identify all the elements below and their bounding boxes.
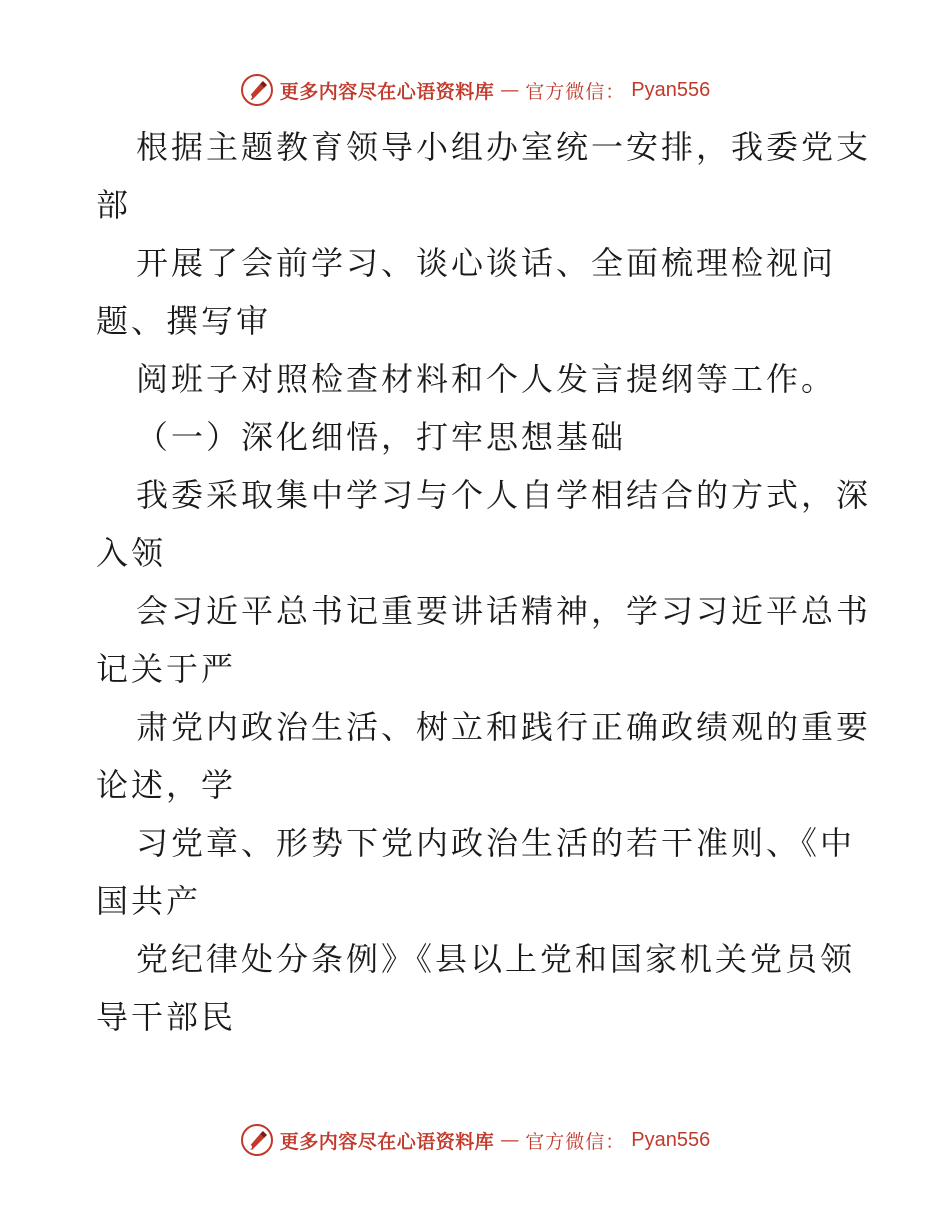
- watermark-dash: —: [500, 79, 520, 101]
- watermark-wechat-id: Pyan556: [631, 1128, 711, 1151]
- body-line: 国共产: [96, 882, 202, 920]
- body-line: 部: [96, 186, 132, 224]
- body-line: 开展了会前学习、谈心谈话、全面梳理检视问: [136, 244, 837, 282]
- body-line: 记关于严: [96, 650, 237, 688]
- body-line: 我委采取集中学习与个人自学相结合的方式，深: [136, 476, 872, 514]
- body-line: 阅班子对照检查材料和个人发言提纲等工作。: [136, 360, 837, 398]
- body-line: 论述，学: [96, 766, 237, 804]
- pen-logo-icon: [240, 73, 274, 107]
- pen-logo-icon: [240, 1123, 274, 1157]
- body-line: 入领: [96, 534, 167, 572]
- watermark-wechat-id: Pyan556: [631, 78, 711, 101]
- watermark-brand: 更多内容尽在心语资料库: [279, 1130, 495, 1153]
- body-line: 题、撰写审: [96, 302, 272, 340]
- document-body: [96, 118, 872, 1046]
- watermark-brand: 更多内容尽在心语资料库: [279, 80, 495, 103]
- watermark-dash: —: [500, 1129, 520, 1151]
- body-line: 肃党内政治生活、树立和践行正确政绩观的重要: [136, 708, 872, 746]
- section-heading: （一）深化细悟，打牢思想基础: [136, 418, 627, 456]
- watermark-wechat-label: 官方微信：: [525, 80, 626, 103]
- body-line: 根据主题教育领导小组办室统一安排，我委党支: [136, 128, 872, 166]
- body-line: 习党章、形势下党内政治生活的若干准则、《中: [136, 824, 856, 862]
- watermark-wechat-label: 官方微信：: [525, 1130, 626, 1153]
- footer-watermark: [0, 1120, 950, 1160]
- body-line: 会习近平总书记重要讲话精神，学习习近平总书: [136, 592, 872, 630]
- body-line: 党纪律处分条例》《县以上党和国家机关党员领: [136, 940, 856, 978]
- body-line: 导干部民: [96, 998, 237, 1036]
- header-watermark: [0, 70, 950, 110]
